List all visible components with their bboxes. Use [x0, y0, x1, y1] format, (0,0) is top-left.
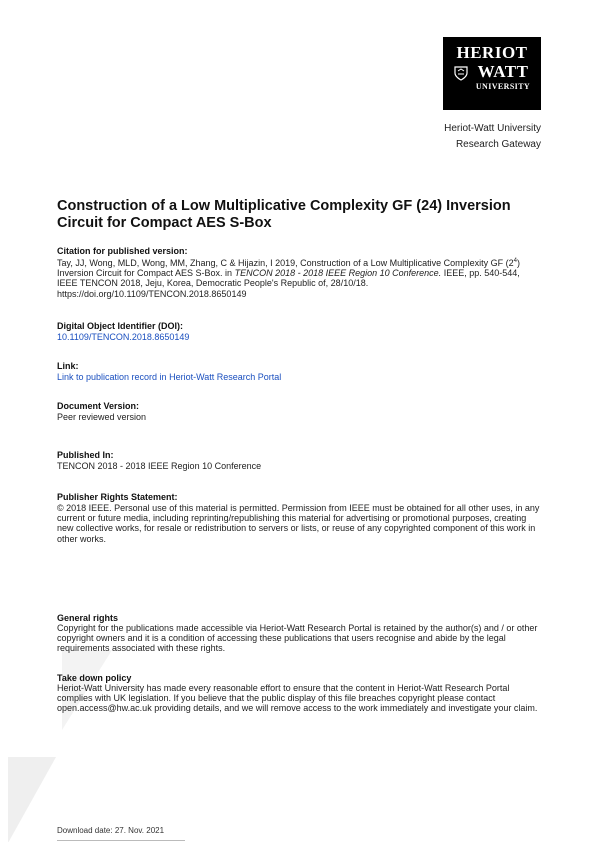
- logo-line-3: UNIVERSITY: [475, 82, 531, 91]
- citation-part-1: Tay, JJ, Wong, MLD, Wong, MM, Zhang, C & Hijazin, I 2019, Construction of a Low Multiplicative Complexity GF (2: [57, 258, 514, 268]
- doi-link[interactable]: 10.1109/TENCON.2018.8650149: [57, 332, 190, 342]
- download-date: Download date: 27. Nov. 2021: [57, 826, 165, 835]
- org-name: Heriot-Watt University: [444, 123, 541, 134]
- portal-link[interactable]: Link to publication record in Heriot-Watt Research Portal: [57, 372, 282, 382]
- logo-line-2: WATT: [477, 62, 529, 81]
- org-gateway: Research Gateway: [455, 139, 541, 150]
- version-label: Document Version:: [57, 401, 140, 411]
- page-title: Construction of a Low Multiplicative Complexity GF (24) Inversion Circuit for Compact AES S-Box: [57, 198, 511, 231]
- citation-text: [57, 256, 527, 299]
- watermark-triangle: [8, 757, 56, 842]
- published-label: Published In:: [57, 450, 114, 460]
- logo-line-1: HERIOT: [456, 43, 528, 62]
- general-rights-text: Copyright for the publications made accessible via Heriot-Watt Research Portal is retained by the author(s) and / or other copyright owners and it is a condition of accessing these publications that users recognise and abide by the legal requirements associated with these rights.: [57, 623, 538, 654]
- citation-part-2: ) Inversion Circuit for Compact AES S-Box. in: [57, 258, 521, 279]
- citation-part-3: IEEE, pp. 540-544, IEEE TENCON 2018, Jeju, Korea, Democratic People's Republic of, 28/10/18. https://doi.org/10.1109/TENCON.2018.8650149: [57, 268, 520, 299]
- citation-superscript: 4: [513, 258, 518, 264]
- takedown-text: Heriot-Watt University has made every reasonable effort to ensure that the content in Heriot-Watt Research Portal complies with UK legislation. If you believe that the public display of this file breaches copyright please contact open.access@hw.ac.uk providing details, and we will remove access to the work immediately and investigate your claim.: [57, 683, 538, 714]
- footer-divider: [57, 840, 185, 841]
- takedown-label: Take down policy: [57, 673, 132, 683]
- university-logo: [443, 37, 541, 110]
- doi-label: Digital Object Identifier (DOI):: [57, 321, 184, 331]
- version-value: Peer reviewed version: [57, 412, 147, 422]
- citation-italic: TENCON 2018 - 2018 IEEE Region 10 Conference.: [234, 268, 442, 279]
- link-label: Link:: [57, 361, 79, 371]
- citation-label: Citation for published version:: [57, 246, 188, 256]
- published-value: TENCON 2018 - 2018 IEEE Region 10 Conference: [57, 461, 262, 471]
- rights-text: © 2018 IEEE. Personal use of this material is permitted. Permission from IEEE must be obtained for all other uses, in any current or future media, including reprinting/republishing this material for advertising or promotional purposes, creating new collective works, for resale or redistribution to servers or lists, or reuse of any copyrighted component of this work in other works.: [57, 503, 540, 544]
- rights-label: Publisher Rights Statement:: [57, 492, 178, 502]
- general-rights-label: General rights: [57, 613, 119, 623]
